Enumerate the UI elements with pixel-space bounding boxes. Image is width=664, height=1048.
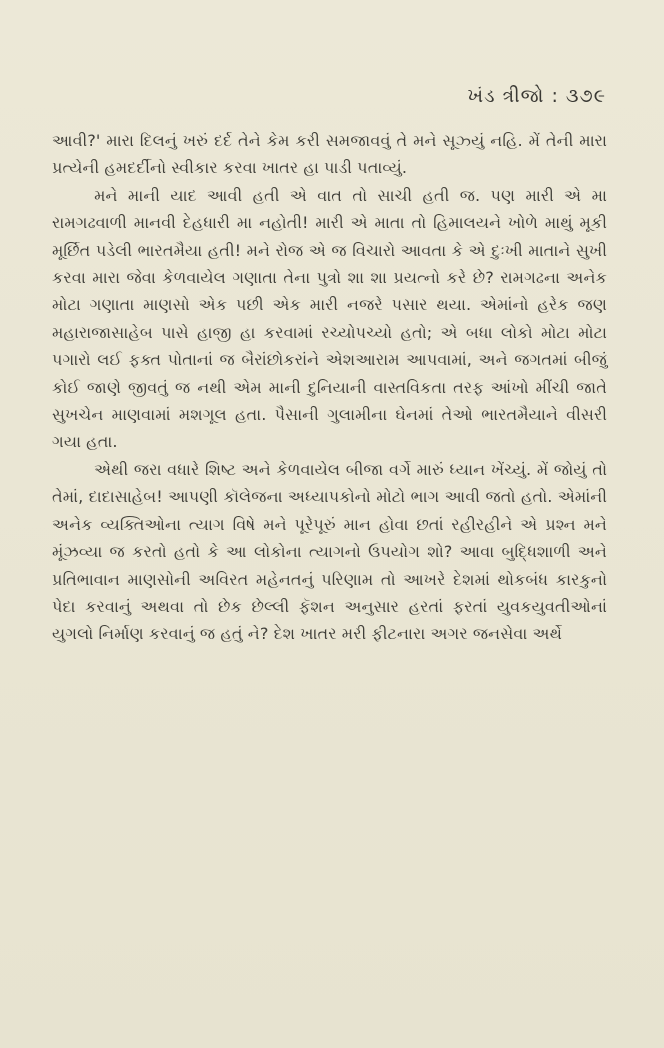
paragraph: આવી?' મારા દિલનું ખરું દર્દ તેને કેમ કરી સમજાવવું તે મને સૂઝ્યું નહિ. મેં તેની મારા પ્રત્યેની હમદર્દીનો સ્વીકાર કરવા ખાતર હા પાડી પતાવ્યું. (52, 131, 607, 178)
page-body (52, 127, 607, 648)
paragraph: એથી જરા વધારે શિષ્ટ અને કેળવાયેલ બીજા વર્ગે મારું ધ્યાન ખેંચ્યું. મેં જોયું તો તેમાં, દાદાસાહેબ! આપણી કૉલેજના અધ્યાપકોનો મોટો ભાગ આવી જતો હતો. એમાંની અનેક વ્યક્તિઓના ત્યાગ વિષે મને પૂરેપૂરું માન હોવા છતાં રહીરહીને એ પ્રશ્ન મને મૂંઝવ્યા જ કરતો હતો કે આ લોકોના ત્યાગનો ઉપયોગ શો? આવા બુદ્ધિશાળી અને પ્રતિભાવાન માણસોની અવિરત મહેનતનું પરિણામ તો આખરે દેશમાં થોકબંધ કારકુનો પેદા કરવાનું અથવા તો છેક છેલ્લી ફૅશન અનુસાર હરતાં ફરતાં યુવકયુવતીઓનાં યુગલો નિર્માણ કરવાનું જ હતું ને? દેશ ખાતર મરી ફીટનારા અગર જનસેવા અર્થે (52, 459, 607, 644)
running-header: ખંડ ત્રીજો : ૩૭૯ (467, 85, 606, 107)
paragraph: મને માની યાદ આવી હતી એ વાત તો સાચી હતી જ. પણ મારી એ મા રામગઢવાળી માનવી દેહધારી મા નહોતી! મારી એ માતા તો હિમાલયને ખોળે માથું મૂકી મૂર્છિત પડેલી ભારતમૈયા હતી! મને રોજ એ જ વિચારો આવતા કે એ દુઃખી માતાને સુખી કરવા મારા જેવા કેળવાયેલ ગણાતા તેના પુત્રો શા શા પ્રયત્નો કરે છે? રામગઢના અનેક મોટા ગણાતા માણસો એક પછી એક મારી નજરે પસાર થયા. એમાંનો હરેક જણ મહારાજાસાહેબ પાસે હાજી હા કરવામાં રચ્યોપચ્યો હતો; એ બધા લોકો મોટા મોટા પગારો લઈ ફક્ત પોતાનાં જ બૈરાંછોકરાંને એશઆરામ આપવામાં, અને જગતમાં બીજું કોઈ જાણે જીવતું જ નથી એમ માની દુનિયાની વાસ્તવિકતા તરફ આંખો મીંચી જાતે સુખચેન માણવામાં મશગૂલ હતા. પૈસાની ગુલામીના ઘેનમાં તેઓ ભારતમૈયાને વીસરી ગયા હતા. (52, 185, 607, 452)
